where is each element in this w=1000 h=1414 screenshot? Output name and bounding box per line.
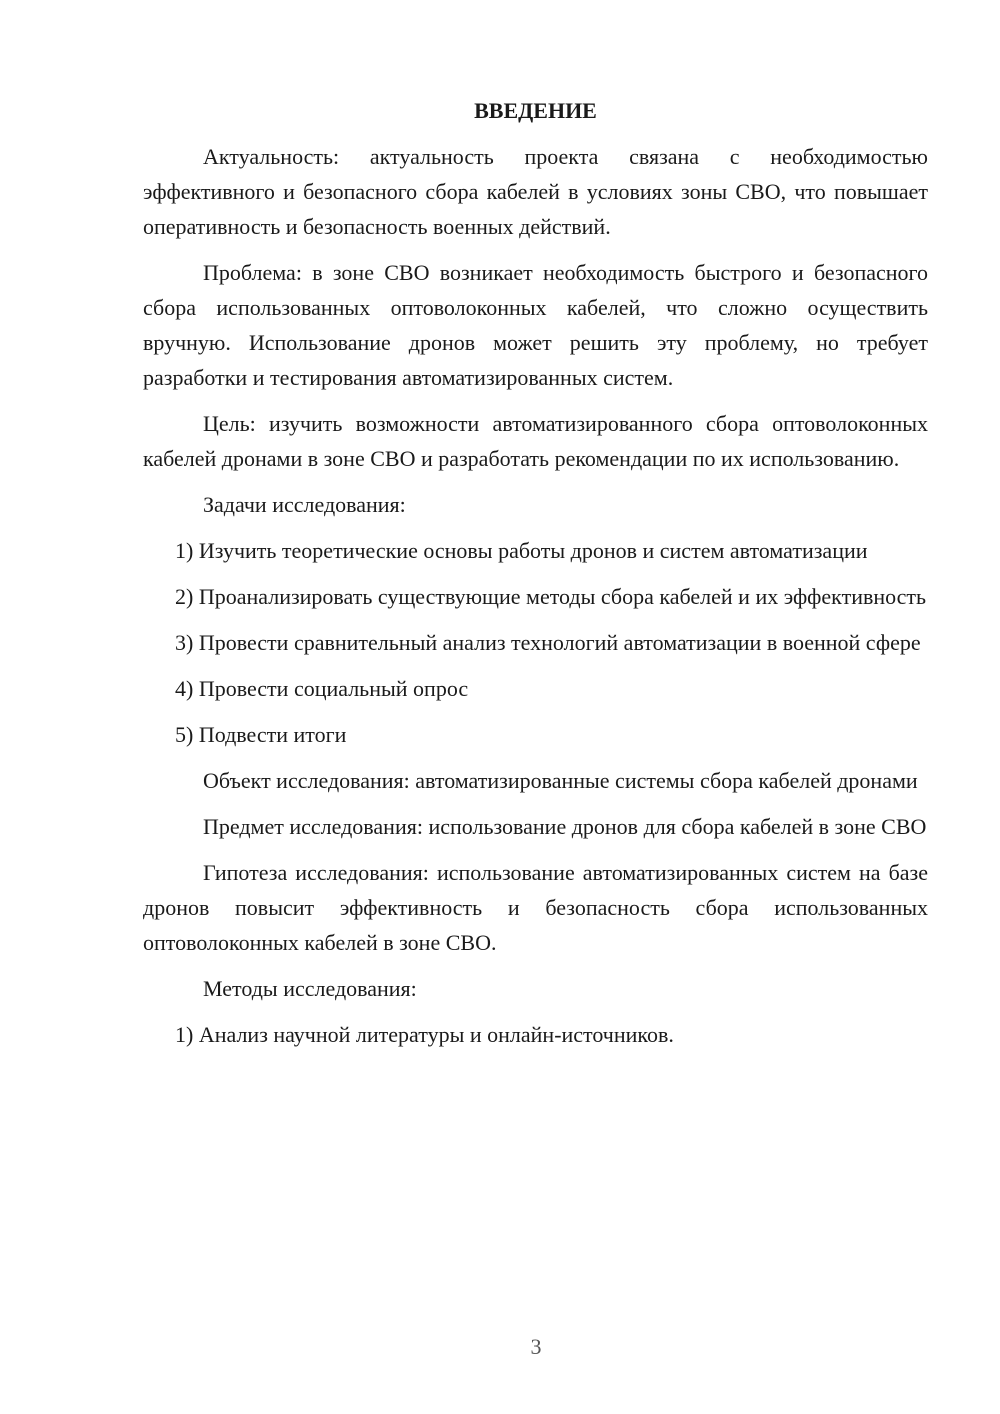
methods-heading: Методы исследования: — [203, 976, 417, 1001]
task-item: 2) Проанализировать существующие методы сбора кабелей и их эффективность — [175, 584, 927, 609]
method-item: 1) Анализ научной литературы и онлайн-источников. — [175, 1022, 674, 1047]
paragraph-subject: Предмет исследования: использование дронов для сбора кабелей в зоне СВО — [203, 814, 927, 839]
section-title: ВВЕДЕНИЕ — [474, 98, 597, 123]
task-item: 3) Провести сравнительный анализ технологий автоматизации в военной сфере — [175, 630, 921, 655]
task-item: 5) Подвести итоги — [175, 722, 347, 747]
task-item: 4) Провести социальный опрос — [175, 676, 469, 701]
page-content — [143, 94, 928, 1063]
page-number: 3 — [530, 1334, 542, 1359]
paragraph-relevance: Актуальность: актуальность проекта связана с необходимостью эффективного и безопасного сбора кабелей в условиях зоны СВО, что повышает оперативность и безопасность военных действий. — [143, 144, 928, 239]
task-item: 1) Изучить теоретические основы работы дронов и систем автоматизации — [175, 538, 868, 563]
tasks-heading: Задачи исследования: — [203, 492, 406, 517]
paragraph-problem: Проблема: в зоне СВО возникает необходимость быстрого и безопасного сбора использованных оптоволоконных кабелей, что сложно осуществить вручную. Использование дронов может решить эту проблему, но требует разработки и тестирования автоматизированных систем. — [143, 260, 928, 390]
paragraph-hypothesis: Гипотеза исследования: использование автоматизированных систем на базе дронов повысит эффективность и безопасность сбора использованных оптоволоконных кабелей в зоне СВО. — [143, 860, 928, 955]
paragraph-object: Объект исследования: автоматизированные системы сбора кабелей дронами — [203, 768, 918, 793]
paragraph-goal: Цель: изучить возможности автоматизированного сбора оптоволоконных кабелей дронами в зоне СВО и разработать рекомендации по их использованию. — [143, 411, 928, 471]
